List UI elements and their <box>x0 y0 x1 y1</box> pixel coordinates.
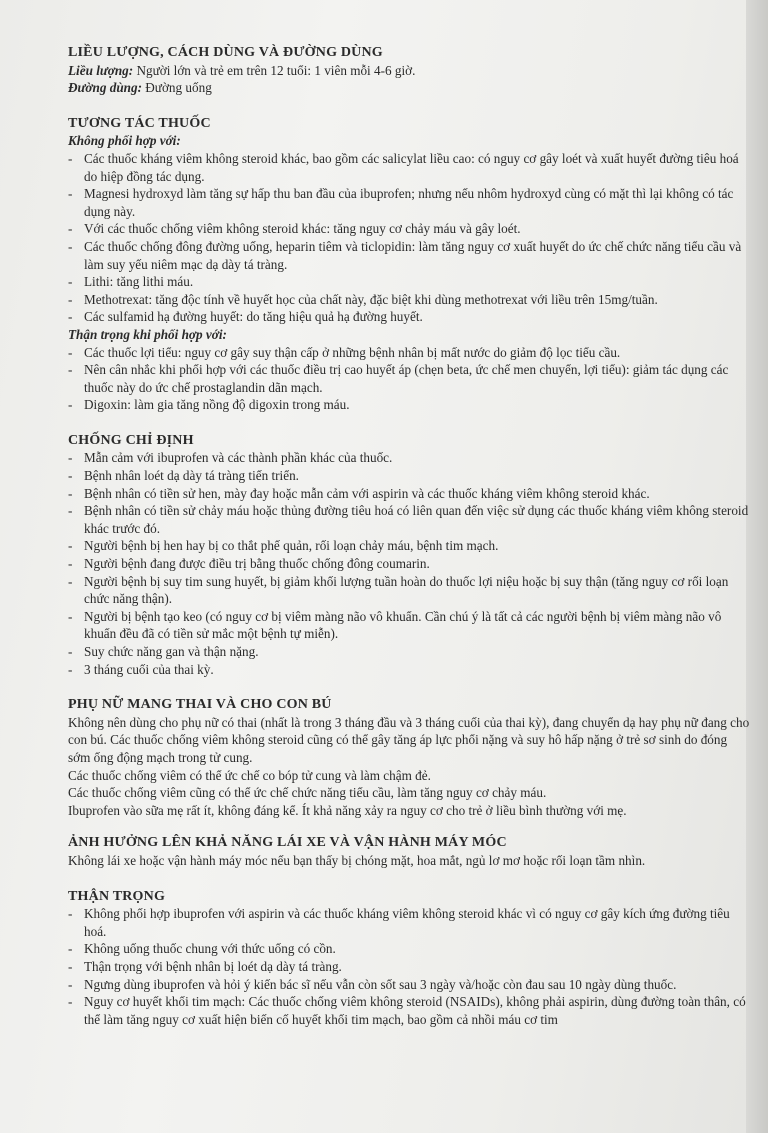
interactions-section <box>68 115 752 414</box>
list-item <box>68 976 752 994</box>
bullet-dash: - <box>68 976 73 992</box>
bullet-dash: - <box>68 309 73 325</box>
bullet-dash: - <box>68 274 73 290</box>
contraindications-heading: CHỐNG CHỈ ĐỊNH <box>68 432 194 448</box>
list-item-text: Bệnh nhân loét dạ dày tá tràng tiến triển. <box>84 468 299 484</box>
list-item <box>68 449 752 467</box>
list-item-text: Thận trọng với bệnh nhân bị loét dạ dày tá tràng. <box>84 958 342 974</box>
list-item-text: Các thuốc kháng viêm không steroid khác, bao gồm các salicylat liều cao: có nguy cơ gây loét và xuất huyết đường tiêu hoá do hiệp đồng tác dụng. <box>84 150 739 184</box>
list-item <box>68 396 752 414</box>
contraindications-section <box>68 432 752 678</box>
bullet-dash: - <box>68 150 73 166</box>
list-item-text: Không phối hợp ibuprofen với aspirin và các thuốc kháng viêm không steroid khác vì có nguy cơ gây kích ứng đường tiêu hoá. <box>84 906 730 939</box>
pregnancy-heading: PHỤ NỮ MANG THAI VÀ CHO CON BÚ <box>68 697 332 713</box>
bullet-dash: - <box>68 238 73 254</box>
bullet-dash: - <box>68 344 73 360</box>
dose-text: Người lớn và trẻ em trên 12 tuổi: 1 viên mỗi 4-6 giờ. <box>133 62 416 78</box>
list-item <box>68 150 752 185</box>
precautions-section <box>68 888 752 1029</box>
no-combine-subheading: Không phối hợp với: <box>68 133 181 149</box>
bullet-dash: - <box>68 291 73 307</box>
list-item <box>68 537 752 555</box>
list-item <box>68 220 752 238</box>
precautions-list <box>68 905 752 1028</box>
pregnancy-paragraph: Ibuprofen vào sữa mẹ rất ít, không đáng kể. Ít khả năng xảy ra nguy cơ cho trẻ ở liều bình thường với mẹ. <box>68 802 627 818</box>
list-item <box>68 291 752 309</box>
list-item <box>68 344 752 362</box>
driving-text: Không lái xe hoặc vận hành máy móc nếu bạn thấy bị chóng mặt, hoa mắt, ngủ lơ mơ hoặc rối loạn tầm nhìn. <box>68 852 646 868</box>
pregnancy-paragraph: Các thuốc chống viêm có thể ức chế co bóp tử cung và làm chậm đẻ. <box>68 767 431 783</box>
list-item <box>68 308 752 326</box>
list-item-text: Với các thuốc chống viêm không steroid khác: tăng nguy cơ chảy máu và gây loét. <box>84 221 521 237</box>
no-combine-list <box>68 150 752 326</box>
list-item-text: Các thuốc lợi tiểu: nguy cơ gây suy thận cấp ở những bệnh nhân bị mất nước do giảm độ lọc tiểu cầu. <box>84 344 621 360</box>
list-item-text: Nguy cơ huyết khối tim mạch: Các thuốc chống viêm không steroid (NSAIDs), không phải aspirin, dùng đường toàn thân, có thể làm tăng nguy cơ xuất hiện biến cố huyết khối tim mạch, bao gồm cả nhồi máu cơ tim <box>84 994 746 1027</box>
bullet-dash: - <box>68 485 73 501</box>
pregnancy-paragraph: Các thuốc chống viêm cũng có thể ức chế chức năng tiểu cầu, làm tăng nguy cơ chảy máu. <box>68 785 547 801</box>
careful-combine-list <box>68 344 752 414</box>
list-item-text: Mẫn cảm với ibuprofen và các thành phần khác của thuốc. <box>84 450 393 466</box>
list-item <box>68 185 752 220</box>
bullet-dash: - <box>68 556 73 572</box>
route-line <box>68 79 752 97</box>
list-item-text: Nên cân nhắc khi phối hợp với các thuốc điều trị cao huyết áp (chẹn beta, ức chế men chuyển, lợi tiểu): giảm tác dụng các thuốc này do ức chế prostaglandin dãn mạch. <box>84 362 729 395</box>
list-item-text: Ngưng dùng ibuprofen và hỏi ý kiến bác sĩ nếu vẫn còn sốt sau 3 ngày và/hoặc còn đau sau 10 ngày dùng thuốc. <box>84 976 677 992</box>
list-item-text: Người bệnh bị hen hay bị co thắt phế quản, rối loạn chảy máu, bệnh tim mạch. <box>84 538 499 554</box>
precautions-heading: THẬN TRỌNG <box>68 888 166 904</box>
list-item-text: Không uống thuốc chung với thức uống có cồn. <box>84 941 336 957</box>
bullet-dash: - <box>68 573 73 589</box>
bullet-dash: - <box>68 994 73 1010</box>
list-item-text: Bệnh nhân có tiền sử chảy máu hoặc thủng đường tiêu hoá có liên quan đến việc sử dụng các thuốc kháng viêm không steroid khác trước đó. <box>84 503 749 536</box>
leaflet-content <box>68 44 752 1028</box>
driving-section <box>68 834 752 869</box>
list-item <box>68 940 752 958</box>
list-item-text: Người bệnh bị suy tim sung huyết, bị giảm khối lượng tuần hoàn do thuốc lợi niệu hoặc bị suy thận (tăng nguy cơ rối loạn chức năng thận). <box>84 573 729 607</box>
list-item-text: 3 tháng cuối của thai kỳ. <box>84 661 214 677</box>
bullet-dash: - <box>68 906 73 922</box>
list-item <box>68 661 752 679</box>
pregnancy-paragraph: Không nên dùng cho phụ nữ có thai (nhất là trong 3 tháng đầu và 3 tháng cuối của thai kỳ), đang chuyển dạ hay phụ nữ đang cho con bú. Các thuốc chống viêm không steroid cũng có thể gây tăng áp lực phổi nặng và suy hô hấp nặng ở trẻ sơ sinh do đóng sớm ống động mạch trong tử cung. <box>68 714 750 765</box>
route-label: Đường dùng: <box>68 80 142 96</box>
bullet-dash: - <box>68 397 73 413</box>
route-text: Đường uống <box>141 80 212 96</box>
list-item <box>68 467 752 485</box>
list-item <box>68 555 752 573</box>
list-item <box>68 993 752 1028</box>
bullet-dash: - <box>68 468 73 484</box>
bullet-dash: - <box>68 644 73 659</box>
list-item <box>68 643 752 661</box>
list-item-text: Methotrexat: tăng độc tính về huyết học của chất này, đặc biệt khi dùng methotrexat với liều trên 15mg/tuần. <box>84 291 658 307</box>
bullet-dash: - <box>68 186 73 202</box>
dosage-heading: LIỀU LƯỢNG, CÁCH DÙNG VÀ ĐƯỜNG DÙNG <box>68 45 383 60</box>
bullet-dash: - <box>68 503 73 519</box>
bullet-dash: - <box>68 362 73 378</box>
list-item <box>68 238 752 273</box>
interactions-heading: TƯƠNG TÁC THUỐC <box>68 115 211 131</box>
contraindications-list <box>68 449 752 678</box>
list-item-text: Lithi: tăng lithi máu. <box>84 274 194 290</box>
list-item-text: Các thuốc chống đông đường uống, heparin tiêm và ticlopidin: làm tăng nguy cơ xuất huyết do ức chế chức năng tiểu cầu và làm suy yếu niêm mạc dạ dày tá tràng. <box>84 238 742 272</box>
dose-label: Liều lượng: <box>68 62 134 78</box>
bullet-dash: - <box>68 221 73 237</box>
list-item-text: Digoxin: làm gia tăng nồng độ digoxin trong máu. <box>84 397 350 413</box>
list-item-text: Các sulfamid hạ đường huyết: do tăng hiệu quả hạ đường huyết. <box>84 309 423 325</box>
driving-heading: ẢNH HƯỞNG LÊN KHẢ NĂNG LÁI XE VÀ VẬN HÀNH MÁY MÓC <box>68 835 507 851</box>
list-item-text: Magnesi hydroxyd làm tăng sự hấp thu ban đầu của ibuprofen; nhưng nếu nhôm hydroxyd cùng có mặt thì lại không có tác dụng này. <box>84 186 734 219</box>
bullet-dash: - <box>68 958 73 974</box>
list-item <box>68 273 752 291</box>
list-item <box>68 361 752 396</box>
pregnancy-section <box>68 696 752 819</box>
careful-combine-subheading: Thận trọng khi phối hợp với: <box>68 326 227 342</box>
list-item-text: Bệnh nhân có tiền sử hen, mày đay hoặc mẫn cảm với aspirin và các thuốc kháng viêm không steroid khác. <box>84 485 650 501</box>
list-item <box>68 485 752 503</box>
dose-line <box>68 62 752 80</box>
bullet-dash: - <box>68 661 73 677</box>
dosage-section <box>68 44 752 97</box>
bullet-dash: - <box>68 450 73 466</box>
list-item <box>68 958 752 976</box>
list-item-text: Người bị bệnh tạo keo (có nguy cơ bị viêm màng não vô khuẩn. Cần chú ý là tất cả các người bệnh bị viêm màng não vô khuẩn đều đã có tiền sử mắc một bệnh tự miễn). <box>84 608 722 642</box>
list-item <box>68 573 752 608</box>
bullet-dash: - <box>68 608 73 624</box>
list-item <box>68 502 752 537</box>
list-item <box>68 608 752 643</box>
list-item <box>68 905 752 940</box>
bullet-dash: - <box>68 538 73 554</box>
list-item-text: Người bệnh đang được điều trị bằng thuốc chống đông coumarin. <box>84 556 430 572</box>
bullet-dash: - <box>68 941 73 957</box>
list-item-text: Suy chức năng gan và thận nặng. <box>84 644 259 659</box>
